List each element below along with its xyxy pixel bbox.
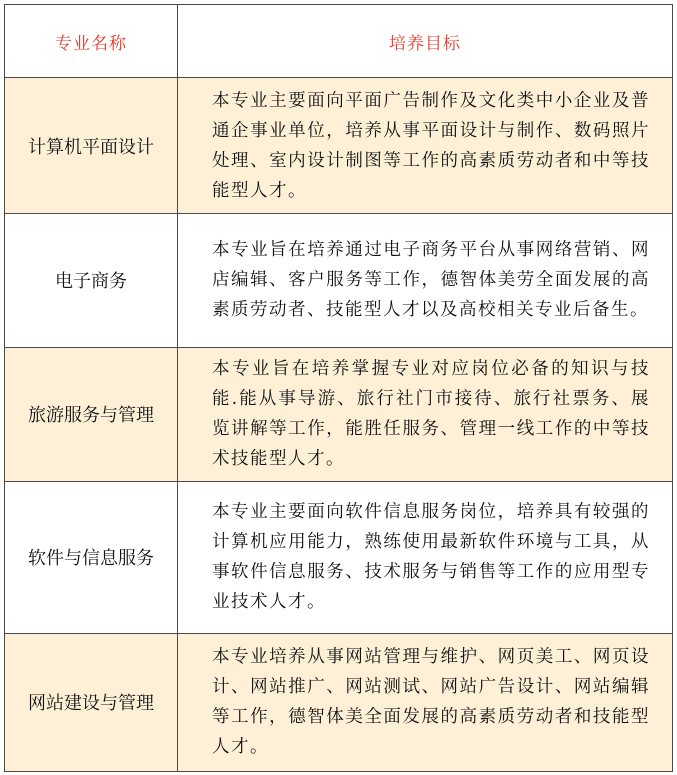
table-row	[5, 347, 673, 481]
goal-cell	[178, 213, 673, 347]
header-training-goal: 培养目标	[178, 5, 673, 78]
table-row	[5, 481, 673, 633]
majors-table	[4, 4, 673, 772]
table-header-row	[5, 5, 673, 78]
training-goal: 本专业培养从事网站管理与维护、网页美工、网页设计、网站推广、网站测试、网站广告设计、网站编辑等工作，德智体美全面发展的高素质劳动者和技能型人才。	[212, 647, 650, 758]
training-goal: 本专业主要面向软件信息服务岗位，培养具有较强的计算机应用能力，熟练使用最新软件环境与工具，从事软件信息服务、技术服务与销售等工作的应用型专业技术人才。	[212, 502, 650, 613]
major-name: 电子商务	[5, 213, 178, 347]
training-goal: 本专业旨在培养掌握专业对应岗位必备的知识与技能.能从事导游、旅行社门市接待、旅行社票务、展览讲解等工作，能胜任服务、管理一线工作的中等技术技能型人才。	[212, 359, 650, 470]
table-row	[5, 213, 673, 347]
major-name: 软件与信息服务	[5, 481, 178, 633]
table-row	[5, 633, 673, 771]
goal-cell	[178, 481, 673, 633]
goal-cell	[178, 633, 673, 771]
major-name: 网站建设与管理	[5, 633, 178, 771]
goal-cell	[178, 347, 673, 481]
major-name: 计算机平面设计	[5, 78, 178, 214]
major-name: 旅游服务与管理	[5, 347, 178, 481]
table-row	[5, 78, 673, 214]
header-major-name: 专业名称	[5, 5, 178, 78]
goal-cell	[178, 78, 673, 214]
training-goal: 本专业主要面向平面广告制作及文化类中小企业及普通企事业单位，培养从事平面设计与制作、数码照片处理、室内设计制图等工作的高素质劳动者和中等技能型人才。	[212, 90, 650, 201]
training-goal: 本专业旨在培养通过电子商务平台从事网络营销、网店编辑、客户服务等工作，德智体美劳全面发展的高素质劳动者、技能型人才以及高校相关专业后备生。	[212, 240, 650, 321]
